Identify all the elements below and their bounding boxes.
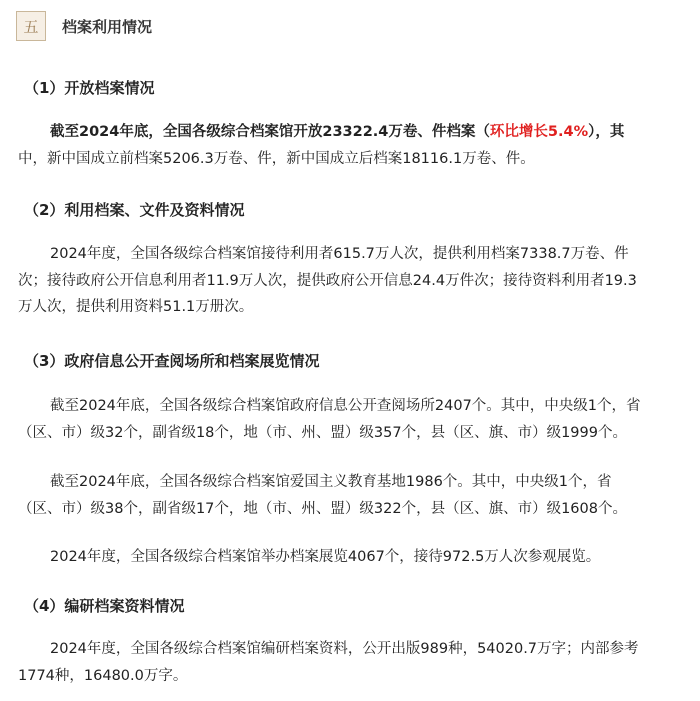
paragraph-venues-3	[18, 544, 694, 571]
subsection-heading-use: （2）利用档案、文件及资料情况	[24, 201, 245, 219]
paragraph-open	[18, 119, 694, 172]
paragraph-line: （区、市）级38个，副省级17个，地（市、州、盟）级322个，县（区、旗、市）级1608个。	[18, 500, 627, 517]
paragraph-line: 2024年度，全国各级综合档案馆举办档案展览4067个，接待972.5万人次参观展览。	[50, 549, 601, 565]
bold-text-close: ），其	[588, 124, 625, 140]
highlight-text: 环比增长5.4%	[489, 124, 589, 140]
paragraph-compile	[18, 636, 694, 689]
paragraph-line: 截至2024年底，全国各级综合档案馆爱国主义教育基地1986个。其中，中央级1个，省	[50, 474, 612, 490]
paragraph-line: 2024年度，全国各级综合档案馆编研档案资料，公开出版989种，54020.7万字；内部参考	[50, 641, 639, 657]
subsection-heading-venues: （3）政府信息公开查阅场所和档案展览情况	[24, 352, 320, 370]
paragraph-line: 中，新中国成立前档案5206.3万卷、件，新中国成立后档案18116.1万卷、件。	[18, 150, 535, 167]
paragraph-line: 截至2024年底，全国各级综合档案馆政府信息公开查阅场所2407个。其中，中央级1个，省	[50, 398, 641, 414]
paragraph-line: （区、市）级32个，副省级18个，地（市、州、盟）级357个，县（区、旗、市）级1999个。	[18, 424, 627, 441]
paragraph-venues-2	[18, 469, 694, 522]
subsection-heading-compile: （4）编研档案资料情况	[24, 597, 185, 615]
section-header	[16, 9, 152, 43]
section-number-badge: 五	[16, 11, 46, 41]
paragraph-venues-1	[18, 393, 694, 446]
paragraph-line: 次；接待政府公开信息利用者11.9万人次，提供政府公开信息24.4万件次；接待资料利用者19.3	[18, 272, 637, 289]
section-title: 档案利用情况	[62, 17, 153, 36]
paragraph-line	[18, 119, 694, 146]
subsection-heading-open: （1）开放档案情况	[24, 79, 155, 97]
paragraph-line: 2024年度，全国各级综合档案馆接待利用者615.7万人次，提供利用档案7338.7万卷、件	[50, 246, 629, 262]
paragraph-line: 万人次，提供利用资料51.1万册次。	[18, 299, 254, 315]
paragraph-use	[18, 241, 694, 321]
paragraph-line: 1774种，16480.0万字。	[18, 667, 188, 684]
bold-text: 截至2024年底，全国各级综合档案馆开放23322.4万卷、件档案（	[50, 124, 490, 140]
